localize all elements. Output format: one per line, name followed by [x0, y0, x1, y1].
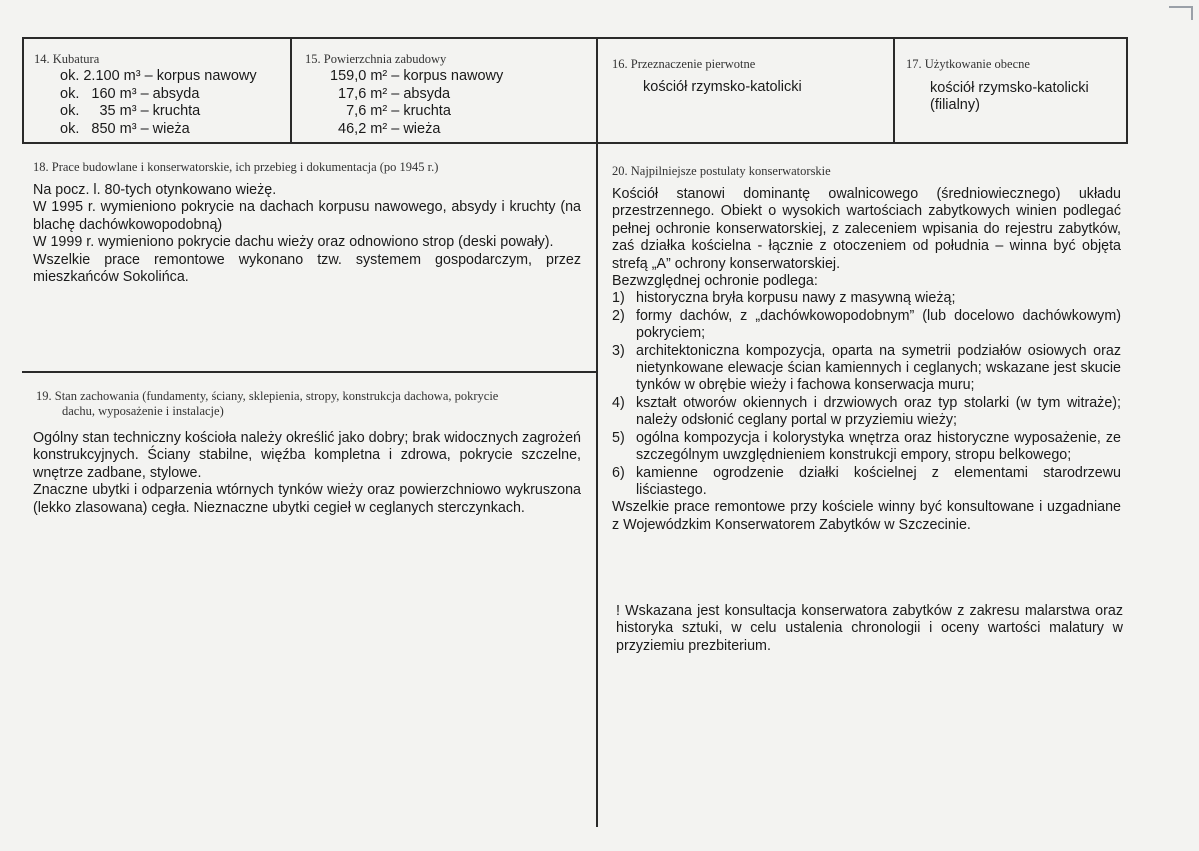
volume-row: ok. 2.100 m³ – korpus nawowy — [60, 68, 257, 84]
volume-row: ok. 850 m³ – wieża — [60, 120, 190, 137]
intro-paragraph: Kościół stanowi dominantę owalnicowego (średniowiecznego) układu przestrzennego. Obiekt o wysokich wartościach zabytkowych winien podlegać pełnej ochronie konserwatorskiej, z zaleceniem wpisania do rejestru zabytków, zaś działka kościelna - łącznie z otoczeniem od południa – winna być objęta strefą „A” ochrony konserwatorskiej. — [612, 186, 1121, 272]
section-15-values — [330, 68, 503, 138]
paragraph: Znaczne ubytki i odparzenia wtórnych tynków wieży oraz powierzchniowo wykruszona (lekko zlasowana) cegła. Nieznaczne ubytki cegieł w ceglanych sterczynkach. — [33, 482, 581, 516]
section-19-body — [33, 430, 581, 517]
consultation-note: ! Wskazana jest konsultacja konserwatora zabytków z zakresu malarstwa oraz historyka sztuki, w celu ustalenia chronologii i oceny wartości malatury w przyziemiu prezbiterium. — [616, 603, 1123, 654]
closing-paragraph: Wszelkie prace remontowe przy kościele winny być konsultowane i uzgadniane z Wojewódzkim Konserwatorem Zabytków w Szczecinie. — [612, 499, 1121, 533]
usage-line: kościół rzymsko-katolicki — [930, 80, 1089, 96]
section-19-label — [36, 389, 581, 419]
volume-row: ok. 35 m³ – kruchta — [60, 103, 201, 119]
cell-divider-14-15 — [290, 37, 292, 144]
top-border — [22, 37, 1128, 39]
label-line: dachu, wyposażenie i instalacje) — [62, 404, 224, 418]
paragraph: W 1995 r. wymieniono pokrycie na dachach korpusu nawowego, absydy i kruchty (na blachę dachówkowopodobną) — [33, 199, 581, 233]
section-18-label: 18. Prace budowlane i konserwatorskie, ich przebieg i dokumentacja (po 1945 r.) — [33, 160, 439, 174]
left-border — [22, 37, 24, 144]
section-17-label: 17. Użytkowanie obecne — [906, 57, 1030, 71]
section-14-values — [60, 68, 257, 138]
protected-elements-list — [612, 290, 1121, 499]
scan-corner-mark — [1169, 6, 1193, 20]
section-18-body — [33, 182, 581, 286]
list-item: 1) historyczna bryła korpusu nawy z masywną wieżą; — [612, 290, 956, 307]
section-20-label: 20. Najpilniejsze postulaty konserwatorskie — [612, 164, 831, 178]
protect-heading: Bezwzględnej ochronie podlega: — [612, 273, 818, 290]
section-14-label: 14. Kubatura — [34, 52, 100, 66]
section-16-label: 16. Przeznaczenie pierwotne — [612, 57, 756, 71]
list-item: 6) kamienne ogrodzenie działki kościelnej z elementami starodrzewu liściastego. — [612, 464, 1121, 498]
section-17-value — [930, 80, 1089, 115]
section-15-label: 15. Powierzchnia zabudowy — [305, 52, 447, 66]
section-20-body — [612, 186, 1121, 534]
area-row: 159,0 m² – korpus nawowy — [330, 68, 504, 84]
section-16-value: kościół rzymsko-katolicki — [643, 79, 802, 95]
paragraph: Na pocz. l. 80-tych otynkowano wieżę. — [33, 182, 277, 198]
column-divider — [596, 37, 598, 827]
usage-line: (filialny) — [930, 97, 980, 114]
list-item: 2) formy dachów, z „dachówkowopodobnym” (lub docelowo dachówkowym) pokryciem; — [612, 307, 1121, 342]
right-border — [1126, 37, 1128, 144]
paragraph: W 1999 r. wymieniono pokrycie dachu wieży oraz odnowiono strop (deski powały). — [33, 234, 554, 251]
row-divider — [22, 142, 1128, 144]
left-col-divider — [22, 371, 597, 373]
list-item: 5) ogólna kompozycja i kolorystyka wnętrza oraz historyczne wyposażenie, ze szczególnym uwzględnieniem konstrukcji empory, stropu belkowego; — [612, 429, 1121, 464]
label-line: 19. Stan zachowania (fundamenty, ściany, sklepienia, stropy, konstrukcja dachowa, pokrycie — [36, 389, 499, 403]
volume-row: ok. 160 m³ – absyda — [60, 85, 200, 102]
area-row: 17,6 m² – absyda — [330, 85, 451, 102]
paragraph: Ogólny stan techniczny kościoła należy określić jako dobry; brak widocznych zagrożeń konstrukcyjnych. Ściany stabilne, więźba kompletna i zdrowa, pokrycie szczelne, wnętrze zadbane, stylowe. — [33, 430, 581, 481]
cell-divider-16-17 — [893, 37, 895, 144]
area-row: 7,6 m² – kruchta — [330, 103, 451, 119]
list-item: 4) kształt otworów okiennych i drzwiowych oraz typ stolarki (w tym witraże); należy odsłonić ceglany portal w przyziemiu wieży; — [612, 394, 1121, 429]
paragraph: Wszelkie prace remontowe wykonano tzw. systemem gospodarczym, przez mieszkańców Sokolińca. — [33, 251, 581, 286]
list-item: 3) architektoniczna kompozycja, oparta na symetrii podziałów osiowych oraz nietynkowane elewacje ścian kamiennych i ceglanych; wskazane jest skucie tynków w obrębie wieży i fachowa konserwacja muru; — [612, 342, 1121, 394]
area-row: 46,2 m² – wieża — [330, 120, 441, 137]
